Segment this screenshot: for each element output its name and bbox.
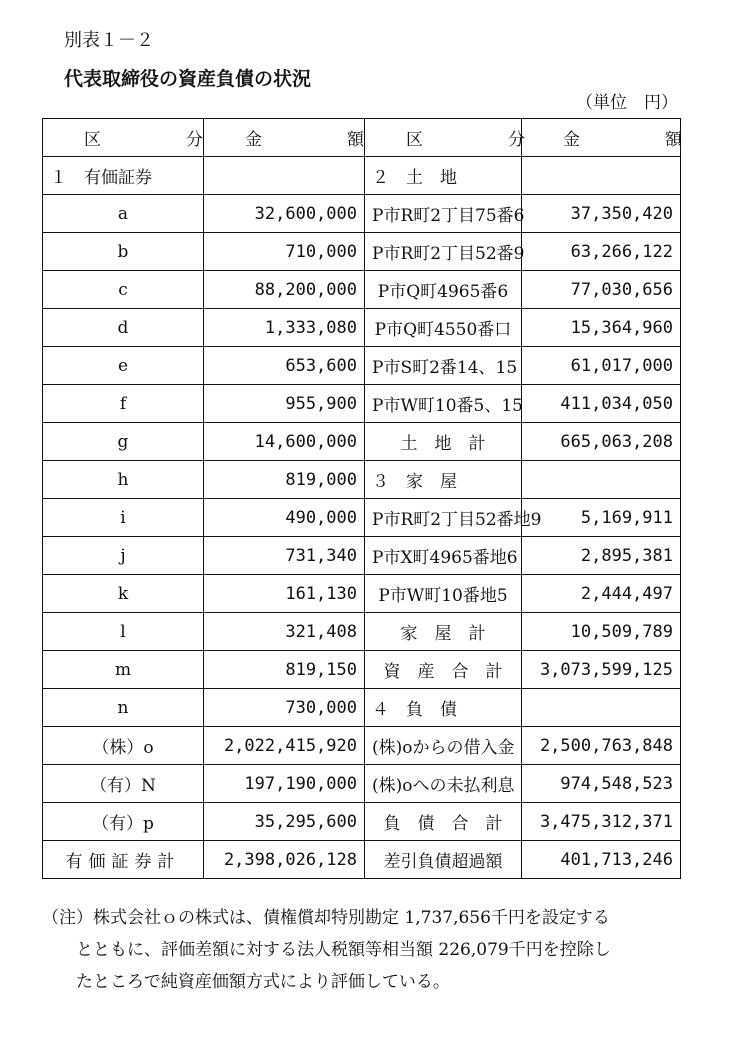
row-label-left: n [43, 689, 204, 727]
row-amount-right [522, 689, 681, 727]
row-amount-right: 10,509,789 [522, 613, 681, 651]
row-label-left: g [43, 423, 204, 461]
row-amount-right: 63,266,122 [522, 233, 681, 271]
row-amount-left: 88,200,000 [204, 271, 365, 309]
row-label-left: l [43, 613, 204, 651]
table-row [43, 613, 681, 651]
row-amount-right: 2,500,763,848 [522, 727, 681, 765]
row-label-left: 有価証券計 [43, 841, 204, 879]
row-amount-left: 653,600 [204, 347, 365, 385]
row-amount-left: 819,000 [204, 461, 365, 499]
header-category-right: 区 分 [365, 119, 522, 157]
row-amount-right: 37,350,420 [522, 195, 681, 233]
row-amount-left: 32,600,000 [204, 195, 365, 233]
row-amount-right: 3,475,312,371 [522, 803, 681, 841]
row-label-right: (株)oからの借入金 [365, 727, 522, 765]
row-label-right: 土 地 計 [365, 423, 522, 461]
row-amount-left: 819,150 [204, 651, 365, 689]
row-label-right: P市R町2丁目75番6 [365, 195, 522, 233]
footnote-line: （注）株式会社ｏの株式は、債権償却特別勘定 1,737,656千円を設定する [42, 908, 610, 928]
table-body [43, 157, 681, 879]
table-row [43, 461, 681, 499]
footnote-line: とともに、評価差額に対する法人税額等相当額 226,079千円を控除し [76, 940, 611, 960]
table-row [43, 309, 681, 347]
table-row [43, 537, 681, 575]
table-row [43, 841, 681, 879]
row-label-left: a [43, 195, 204, 233]
row-label-right: ３ 家 屋 [365, 461, 522, 499]
row-amount-right: 15,364,960 [522, 309, 681, 347]
row-label-right: P市W町10番5、15 [365, 385, 522, 423]
row-amount-right [522, 461, 681, 499]
table-row [43, 347, 681, 385]
row-label-left: １ 有価証券 [43, 157, 204, 195]
document-label: 別表１－２ [64, 30, 154, 51]
row-amount-right: 411,034,050 [522, 385, 681, 423]
table-header-row [43, 119, 681, 157]
row-label-right: (株)oへの未払利息 [365, 765, 522, 803]
header-amount-right: 金 額 [522, 119, 681, 157]
row-label-right: 資 産 合 計 [365, 651, 522, 689]
row-label-left: f [43, 385, 204, 423]
row-amount-left: 955,900 [204, 385, 365, 423]
row-amount-right: 665,063,208 [522, 423, 681, 461]
row-amount-left: 35,295,600 [204, 803, 365, 841]
row-amount-left: 730,000 [204, 689, 365, 727]
header-amount-left: 金 額 [204, 119, 365, 157]
table-row [43, 727, 681, 765]
row-amount-left: 1,333,080 [204, 309, 365, 347]
row-label-right: P市W町10番地5 [365, 575, 522, 613]
document-title: 代表取締役の資産負債の状況 [64, 68, 312, 90]
row-label-right: 家 屋 計 [365, 613, 522, 651]
row-label-right: P市Q町4965番6 [365, 271, 522, 309]
row-amount-left [204, 157, 365, 195]
row-label-right: ４ 負 債 [365, 689, 522, 727]
table-row [43, 765, 681, 803]
header-category-left: 区 分 [43, 119, 204, 157]
row-amount-right [522, 157, 681, 195]
footnote-line: たところで純資産価額方式により評価している。 [76, 972, 450, 992]
row-amount-left: 710,000 [204, 233, 365, 271]
table-row [43, 271, 681, 309]
row-label-left: （有）N [43, 765, 204, 803]
table-row [43, 499, 681, 537]
unit-label: （単位 円） [576, 93, 678, 113]
row-amount-left: 490,000 [204, 499, 365, 537]
row-amount-left: 197,190,000 [204, 765, 365, 803]
row-amount-right: 5,169,911 [522, 499, 681, 537]
row-label-left: m [43, 651, 204, 689]
row-amount-right: 77,030,656 [522, 271, 681, 309]
row-label-left: j [43, 537, 204, 575]
table-row [43, 385, 681, 423]
table-row [43, 157, 681, 195]
table-row [43, 195, 681, 233]
table-row [43, 575, 681, 613]
table-row [43, 423, 681, 461]
row-label-right: ２ 土 地 [365, 157, 522, 195]
row-label-left: i [43, 499, 204, 537]
row-amount-left: 321,408 [204, 613, 365, 651]
row-amount-right: 2,444,497 [522, 575, 681, 613]
row-amount-right: 401,713,246 [522, 841, 681, 879]
row-label-left: （株）o [43, 727, 204, 765]
row-label-left: k [43, 575, 204, 613]
row-label-right: P市R町2丁目52番9 [365, 233, 522, 271]
row-label-left: （有）p [43, 803, 204, 841]
row-label-right: 負 債 合 計 [365, 803, 522, 841]
row-label-left: e [43, 347, 204, 385]
row-label-left: h [43, 461, 204, 499]
row-label-right: P市S町2番14、15 [365, 347, 522, 385]
row-label-right: P市R町2丁目52番地9 [365, 499, 522, 537]
row-amount-left: 14,600,000 [204, 423, 365, 461]
row-amount-left: 2,022,415,920 [204, 727, 365, 765]
row-amount-left: 2,398,026,128 [204, 841, 365, 879]
row-amount-left: 731,340 [204, 537, 365, 575]
row-amount-right: 3,073,599,125 [522, 651, 681, 689]
row-amount-right: 2,895,381 [522, 537, 681, 575]
footnote [42, 902, 702, 998]
table-row [43, 651, 681, 689]
row-amount-right: 61,017,000 [522, 347, 681, 385]
row-label-left: b [43, 233, 204, 271]
row-label-right: 差引負債超過額 [365, 841, 522, 879]
row-amount-left: 161,130 [204, 575, 365, 613]
row-label-right: P市Q町4550番口 [365, 309, 522, 347]
asset-liability-table [42, 118, 716, 879]
row-label-right: P市X町4965番地6 [365, 537, 522, 575]
table-row [43, 233, 681, 271]
row-amount-right: 974,548,523 [522, 765, 681, 803]
table-row [43, 803, 681, 841]
row-label-left: d [43, 309, 204, 347]
table-row [43, 689, 681, 727]
row-label-left: c [43, 271, 204, 309]
